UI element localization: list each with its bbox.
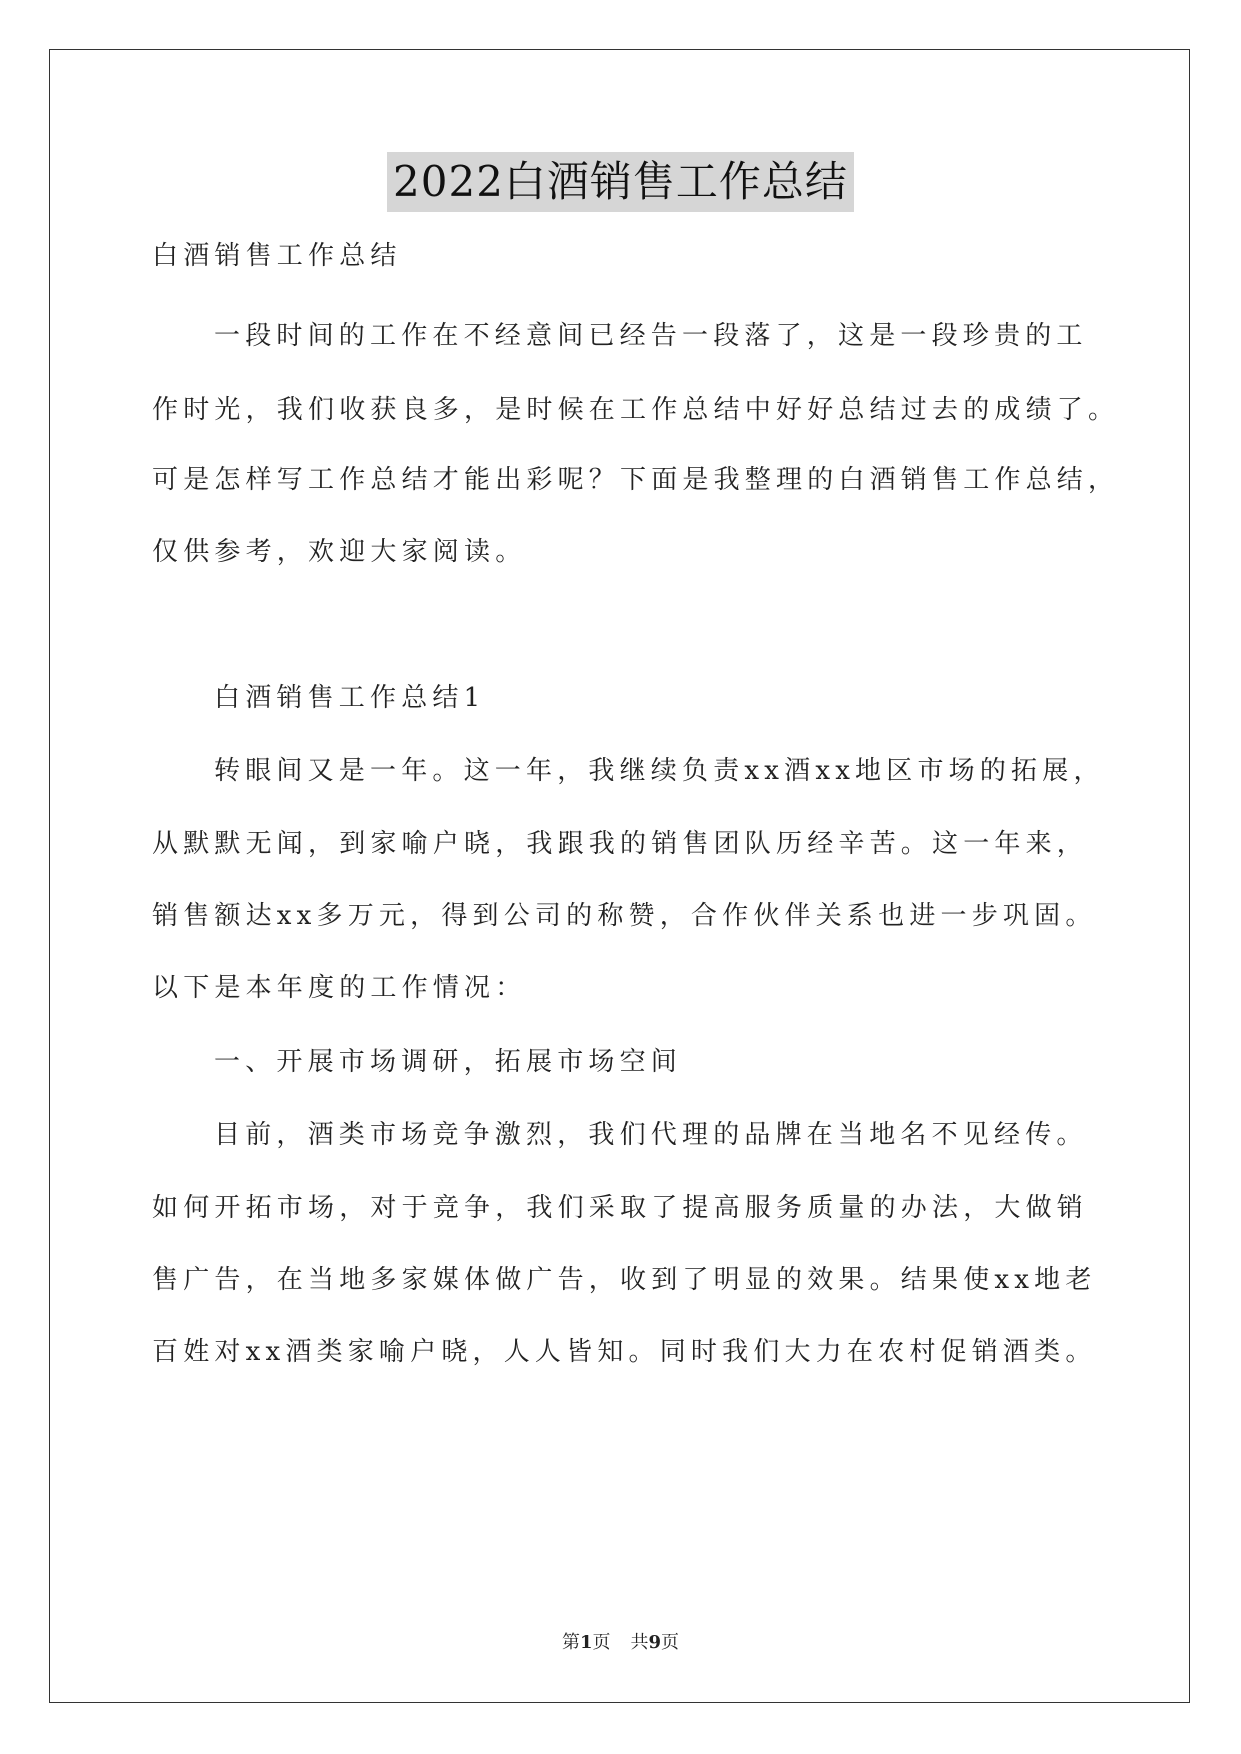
doc-subtitle: 白酒销售工作总结 — [152, 241, 402, 271]
paragraph-line: 目前，酒类市场竞争激烈，我们代理的品牌在当地名不见经传。 — [214, 1120, 1088, 1150]
paragraph-line: 一段时间的工作在不经意间已经告一段落了，这是一段珍贵的工 — [214, 321, 1088, 351]
footer-page-suffix: 页 — [592, 1632, 611, 1653]
paragraph-line: 转眼间又是一年。这一年，我继续负责xx酒xx地区市场的拓展， — [214, 756, 1105, 786]
paragraph-line: 作时光，我们收获良多，是时候在工作总结中好好总结过去的成绩了。 — [152, 395, 1120, 425]
paragraph-line: 可是怎样写工作总结才能出彩呢？下面是我整理的白酒销售工作总结， — [152, 465, 1120, 495]
paragraph-line: 仅供参考，欢迎大家阅读。 — [152, 537, 527, 567]
document-title: 2022白酒销售工作总结 — [387, 152, 854, 212]
paragraph-line: 百姓对xx酒类家喻户晓，人人皆知。同时我们大力在农村促销酒类。 — [152, 1337, 1097, 1367]
subsection-heading: 一、开展市场调研，拓展市场空间 — [214, 1047, 683, 1077]
footer-total-suffix: 页 — [661, 1632, 680, 1653]
footer-total-pages: 9 — [648, 1632, 662, 1653]
footer-page-number: 1 — [579, 1632, 593, 1653]
paragraph-line: 从默默无闻，到家喻户晓，我跟我的销售团队历经辛苦。这一年来， — [152, 829, 1089, 859]
paragraph-line: 如何开拓市场，对于竞争，我们采取了提高服务质量的办法，大做销 — [152, 1193, 1089, 1223]
page-footer — [0, 1628, 1241, 1654]
paragraph-line: 以下是本年度的工作情况： — [152, 973, 527, 1003]
section-heading: 白酒销售工作总结1 — [214, 683, 486, 713]
paragraph-line: 销售额达xx多万元，得到公司的称赞，合作伙伴关系也进一步巩固。 — [152, 901, 1097, 931]
page-border — [49, 49, 1190, 1703]
footer-prefix: 第 — [561, 1632, 580, 1653]
paragraph-line: 售广告，在当地多家媒体做广告，收到了明显的效果。结果使xx地老 — [152, 1265, 1097, 1295]
footer-total-prefix: 共 — [630, 1632, 649, 1653]
title-area — [0, 152, 1241, 212]
